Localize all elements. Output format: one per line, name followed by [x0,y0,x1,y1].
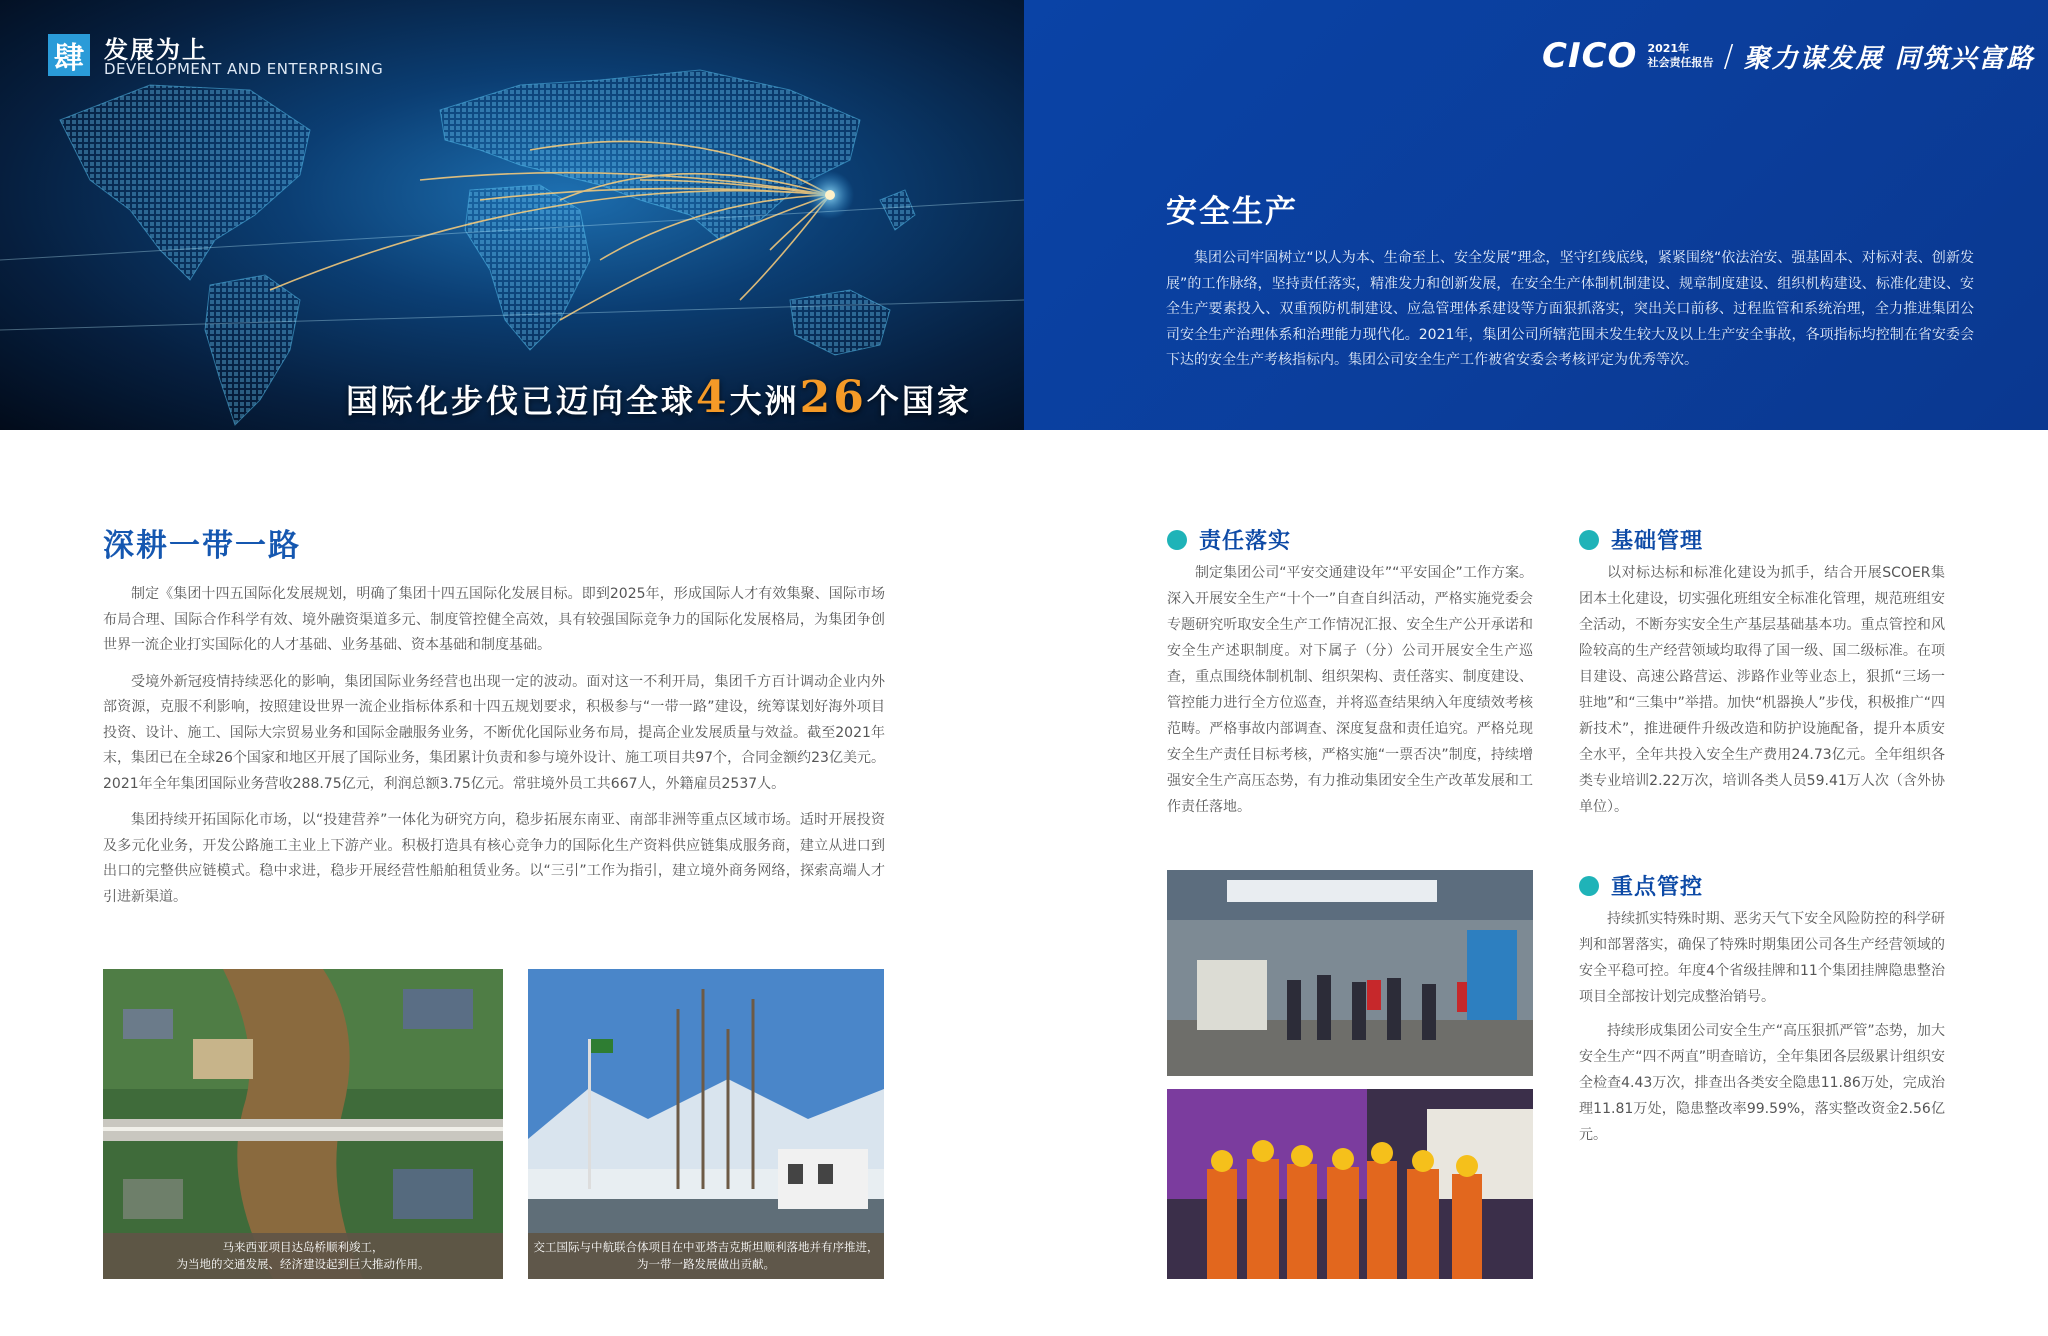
caption-line: 马来西亚项目达岛桥顺利竣工， [222,1240,384,1254]
photo-malaysia-bridge [103,969,503,1279]
banner-caption [346,372,972,423]
basic-management-heading [1579,524,1703,555]
brand-logo: CICO [1542,36,1638,76]
responsibility-heading [1167,524,1291,555]
brand-report-label [1647,42,1713,70]
caption-line: 为当地的交通发展、经济建设起到巨大推动作用。 [176,1257,430,1271]
photo-workers-training [1167,1089,1533,1279]
brand-slogan: 聚力谋发展 同筑兴富路 [1743,43,2035,74]
responsibility-text [1167,560,1533,828]
safety-body: 集团公司牢固树立“以人为本、生命至上、安全发展”理念，坚守红线底线，紧紧围绕“依法治安、强基固本、对标对表、创新发展”的工作脉络，坚持责任落实，精准发力和创新发展，在安全生产体制机制建设、规章制度建设、组织机构建设、标准化建设、安全生产要素投入、双重预防机制建设、应急管理体系建设等方面狠抓落实，突出关口前移、过程监管和系统治理，全力推进集团公司安全生产治理体系和治理能力现代化。2021年，集团公司所辖范围未发生较大及以上生产安全事故，各项指标均控制在省安委会下达的安全生产考核指标内。集团公司安全生产工作被省安委会考核评定为优秀等次。 [1166,250,1974,368]
brand-report: 社会责任报告 [1647,56,1714,69]
safety-title: 安全生产 [1166,194,1298,230]
safety-banner [1024,0,2048,430]
caption-number-continents: 4 [696,372,730,423]
basic-management-text [1579,560,1945,828]
brand-year: 2021年 [1647,42,1690,55]
responsibility-paragraph: 制定集团公司“平安交通建设年”“平安国企”工作方案。深入开展安全生产“十个一”自查自纠活动，严格实施党委会专题研究听取安全生产工作情况汇报、安全生产公开承诺和安全生产述职制度。对下属子（分）公司开展安全生产巡查，重点围绕体制机制、组织架构、责任落实、制度建设、管控能力进行全方位巡查，并将巡查结果纳入年度绩效考核范畴。严格事故内部调查、深度复盘和责任追究。严格兑现安全生产责任目标考核，严格实施“一票否决”制度，持续增强安全生产高压态势，有力推动集团安全生产改革发展和工作责任落地。 [1167,565,1533,815]
key-control-paragraph: 持续抓实特殊时期、恶劣天气下安全风险防控的科学研判和部署落实，确保了特殊时期集团公司各生产经营领域的安全平稳可控。年度4个省级挂牌和11个集团挂牌隐患整治项目全部按计划完成整治销号。 [1579,911,1945,1005]
key-control-text [1579,906,1945,1156]
heading-dot-icon [1579,530,1599,550]
inspection-scene-image [1167,870,1533,1076]
photo-caption [103,1233,503,1279]
belt-road-paragraph: 集团持续开拓国际化市场，以“投建营养”一体化为研究方向，稳步拓展东南亚、南部非洲等重点区域市场。适时开展投资及多元化业务，开发公路施工主业上下游产业。积极打造具有核心竞争力的国际化生产资料供应链集成服务商，建立从进口到出口的完整供应链模式。稳中求进，稳步开展经营性船舶租赁业务。以“三引”工作为指引，建立境外商务网络，探索高端人才引进新渠道。 [103,812,885,905]
belt-road-paragraph: 制定《集团十四五国际化发展规划，明确了集团十四五国际化发展目标。即到2025年，形成国际人才有效集聚、国际市场布局合理、国际合作科学有效、境外融资渠道多元、制度管控健全高效，具有较强国际竞争力的国际化发展格局，为集团争创世界一流企业打实国际化的人才基础、业务基础、资本基础和制度基础。 [103,586,885,653]
basic-management-paragraph: 以对标达标和标准化建设为抓手，结合开展SCOER集团本土化建设，切实强化班组安全标准化管理，规范班组安全活动，不断夯实安全生产基层基础基本功。重点管控和风险较高的生产经营领域均取得了国一级、国二级标准。在项目建设、高速公路营运、涉路作业等业态上，狠抓“三场一驻地”和“三集中”举措。加快“机器换人”步伐，积极推广“四新技术”，推进硬件升级改造和防护设施配备，提升本质安全水平，全年共投入安全生产费用24.73亿元。全年组织各类专业培训2.22万次，培训各类人员59.41万人次（含外协单位）。 [1579,565,1945,815]
caption-text-2: 大洲 [729,382,800,420]
key-control-paragraph: 持续形成集团公司安全生产“高压狠抓严管”态势，加大安全生产“四不两直”明查暗访，全年集团各层级累计组织安全检查4.43万次，排查出各类安全隐患11.86万处，完成治理11.81万处，隐患整改率99.59%，落实整改资金2.56亿元。 [1579,1023,1945,1143]
caption-line: 交工国际与中航联合体项目在中亚塔吉克斯坦顺利落地并有序推进， [533,1240,879,1254]
caption-number-countries: 26 [799,372,867,423]
section-badge: 肆 [48,34,90,76]
caption-text-1: 国际化步伐已迈向全球 [346,382,697,420]
photo-caption [528,1233,884,1279]
key-control-heading [1579,870,1703,901]
photo-tajikistan-site [528,969,884,1279]
workers-scene-image [1167,1089,1533,1279]
heading-dot-icon [1167,530,1187,550]
photo-safety-inspection [1167,870,1533,1076]
brand-header [1542,36,2035,76]
section-subtitle: DEVELOPMENT AND ENTERPRISING [104,60,384,78]
basic-management-title: 基础管理 [1611,529,1704,554]
brand-slash: / [1723,38,1734,74]
responsibility-title: 责任落实 [1199,529,1292,554]
heading-dot-icon [1579,876,1599,896]
key-control-title: 重点管控 [1611,875,1704,900]
section-title: 发展为上 [104,36,208,64]
caption-line: 为一带一路发展做出贡献。 [637,1257,775,1271]
belt-road-paragraph: 受境外新冠疫情持续恶化的影响，集团国际业务经营也出现一定的波动。面对这一不利开局，集团千方百计调动企业内外部资源，克服不利影响，按照建设世界一流企业指标体系和十四五规划要求，积极参与“一带一路”建设，统筹谋划好海外项目投资、设计、施工、国际大宗贸易业务和国际金融服务业务，不断优化国际业务布局，提高企业发展质量与效益。截至2021年末，集团已在全球26个国家和地区开展了国际业务，集团累计负责和参与境外设计、施工项目共97个，合同金额约23亿美元。2021年全年集团国际业务营收288.75亿元，利润总额3.75亿元。常驻境外员工共667人，外籍雇员2537人。 [103,673,885,792]
world-map-banner [0,0,1024,430]
caption-text-3: 个国家 [866,382,972,420]
belt-road-body [103,582,885,921]
belt-road-title: 深耕一带一路 [103,528,301,564]
